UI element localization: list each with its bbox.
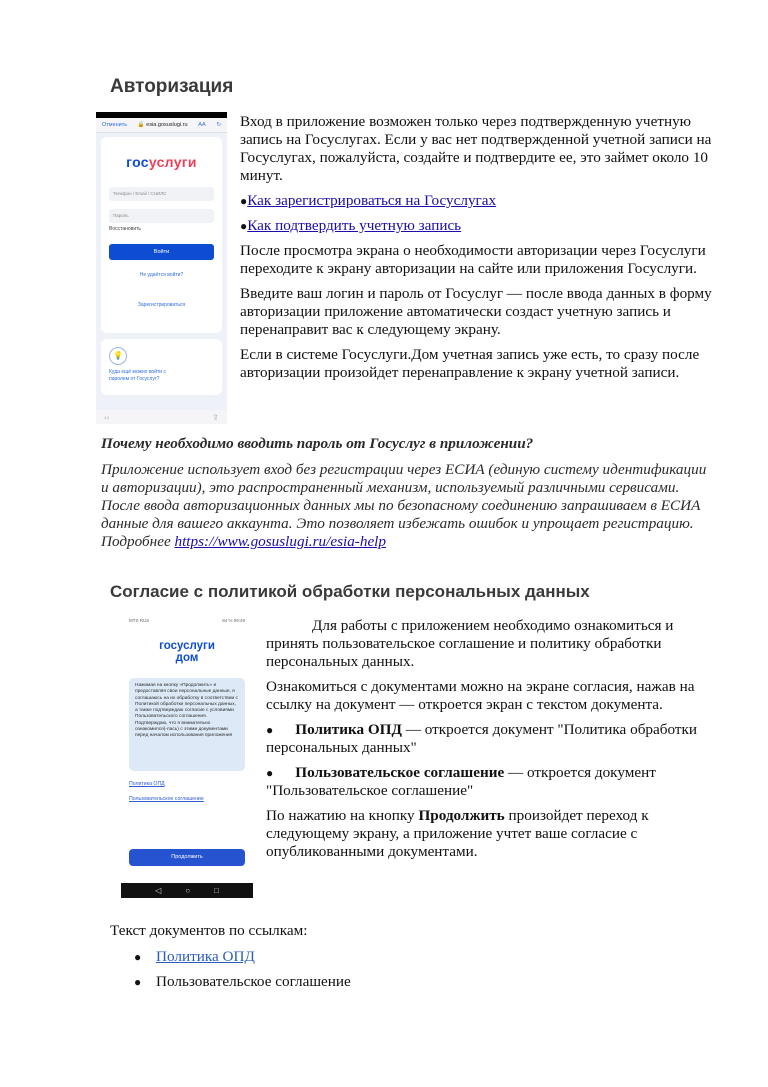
esia-help-link[interactable]: https://www.gosuslugi.ru/esia-help bbox=[174, 533, 386, 550]
gosuslugi-login-screenshot bbox=[96, 112, 227, 424]
back-icon: ◁ bbox=[155, 886, 162, 895]
share-icon: ⇪ bbox=[212, 412, 219, 422]
consent-intro: Для работы с приложением необходимо ознакомиться и принять пользовательское соглашение и политику обработки персональных данных. bbox=[266, 617, 674, 670]
register-link-item: ●Как зарегистрироваться на Госуслугах bbox=[240, 192, 497, 209]
consent-para-1: Ознакомиться с документами можно на экране согласия, нажав на ссылку на документ — откроется экран с текстом документа. bbox=[266, 678, 695, 713]
consent-screenshot bbox=[121, 614, 253, 898]
bullet: ● bbox=[134, 975, 142, 989]
agreement-link: Пользовательское соглашение bbox=[129, 796, 204, 802]
auth-text-block bbox=[240, 113, 720, 389]
url-text: 🔒 esia.gosuslugi.ru bbox=[137, 122, 188, 128]
continue-para: По нажатию на кнопку Продолжить произойдет переход к следующему экрану, а приложение учтет ваше согласие с опубликованными документами. bbox=[266, 807, 649, 860]
continue-button: Продолжить bbox=[129, 849, 245, 866]
register-link[interactable]: Как зарегистрироваться на Госуслугах bbox=[247, 192, 497, 209]
text-size-icon: AA bbox=[198, 122, 206, 128]
auth-para-2: Введите ваш логин и пароль от Госуслуг — после ввода данных в форму авторизации приложение автоматически создаст учетную запись и перенаправит вас к следующему экрану. bbox=[240, 285, 712, 338]
forward-icon: › bbox=[106, 412, 110, 422]
doc-policy-item bbox=[156, 948, 255, 966]
doc-policy-link[interactable]: Политика ОПД bbox=[156, 948, 255, 965]
gosuslugi-dom-logo: госуслуги дом bbox=[159, 640, 215, 664]
faq-question: Почему необходимо вводить пароль от Госуслуг в приложении? bbox=[101, 435, 534, 452]
gosuslugi-logo: госуслуги bbox=[126, 154, 197, 170]
agreement-item: ● Пользовательское соглашение — откроется документ "Пользовательское соглашение" bbox=[266, 764, 656, 799]
back-icon: ‹ bbox=[104, 412, 107, 422]
faq-answer: Приложение использует вход без регистрации через ЕСИА (единую систему идентификации и авторизации), это распространенный механизм, используемый различными сервисами. После ввода авторизационных данных мы по безопасному соединению запрашиваем в ЕСИА данные для вашего аккаунта. Это позволяет избежать ошибок и упрощает регистрацию. Подробнее https://www.gosuslugi.ru/esia-help bbox=[101, 461, 707, 550]
cancel-link: Отменить bbox=[102, 122, 128, 128]
policy-link: Политика ОПД bbox=[129, 781, 165, 787]
docs-label: Текст документов по ссылкам: bbox=[110, 922, 308, 939]
password-field: Пароль bbox=[109, 209, 214, 223]
browser-url-bar bbox=[96, 118, 227, 133]
confirm-link-item: ●Как подтвердить учетную запись bbox=[240, 217, 462, 234]
home-icon: ○ bbox=[185, 886, 191, 895]
confirm-link[interactable]: Как подтвердить учетную запись bbox=[247, 217, 462, 234]
restore-link: Восстановить bbox=[109, 226, 142, 232]
section-title-auth: Авторизация bbox=[110, 76, 234, 97]
browser-nav-bar bbox=[96, 410, 227, 424]
login-field: Телефон / Email / СНИЛС bbox=[109, 187, 214, 201]
auth-para-3: Если в системе Госуслуги.Дом учетная запись уже есть, то сразу после авторизации произойдет перенаправление к экрану учетной записи. bbox=[240, 346, 700, 381]
android-nav-bar bbox=[121, 883, 253, 898]
status-bar: MTS RUS 84 % 09:49 bbox=[129, 617, 245, 623]
auth-intro: Вход в приложение возможен только через подтвержденную учетную запись на Госуслугах. Если у вас нет подтвержденной учетной записи на Госуслугах, пожалуйста, создайте и подтвердите ее, это займет около 10 минут. bbox=[240, 113, 712, 184]
recent-apps-icon: □ bbox=[214, 886, 219, 895]
section-title-consent: Согласие с политикой обработки персональных данных bbox=[110, 582, 590, 601]
reload-icon: ↻ bbox=[216, 122, 221, 128]
login-button: Войти bbox=[109, 244, 214, 260]
consent-text-block bbox=[266, 617, 718, 868]
faq-block bbox=[101, 435, 713, 551]
lightbulb-icon: 💡 bbox=[109, 347, 127, 365]
policy-item: ● Политика ОПД — откроется документ "Политика обработки персональных данных" bbox=[266, 721, 698, 756]
bullet: ● bbox=[134, 950, 142, 964]
cant-login-link: Не удаётся войти? bbox=[139, 272, 184, 278]
login-card bbox=[101, 137, 222, 333]
consent-info-box: Нажимая на кнопку «Продолжить» и предоставляя свои персональные данные, я соглашаюсь на их обработку в соответствии с Политикой обработки персональных данных, а также подтверждаю согласие с условиями Пользовательского соглашения. Подтверждаю, что я внимательно ознакомился(-лась) с этими документами перед началом использования приложения bbox=[129, 678, 245, 771]
register-link: Зарегистрироваться bbox=[137, 302, 186, 308]
where-enter-card bbox=[101, 339, 222, 395]
doc-agreement-item: Пользовательское соглашение bbox=[156, 973, 351, 990]
auth-para-1: После просмотра экрана о необходимости авторизации через Госуслуги переходите к экрану авторизации на сайте или приложения Госуслуги. bbox=[240, 242, 706, 277]
where-enter-text: Куда ещё можно войти с паролем от Госуслуг? bbox=[109, 369, 166, 382]
